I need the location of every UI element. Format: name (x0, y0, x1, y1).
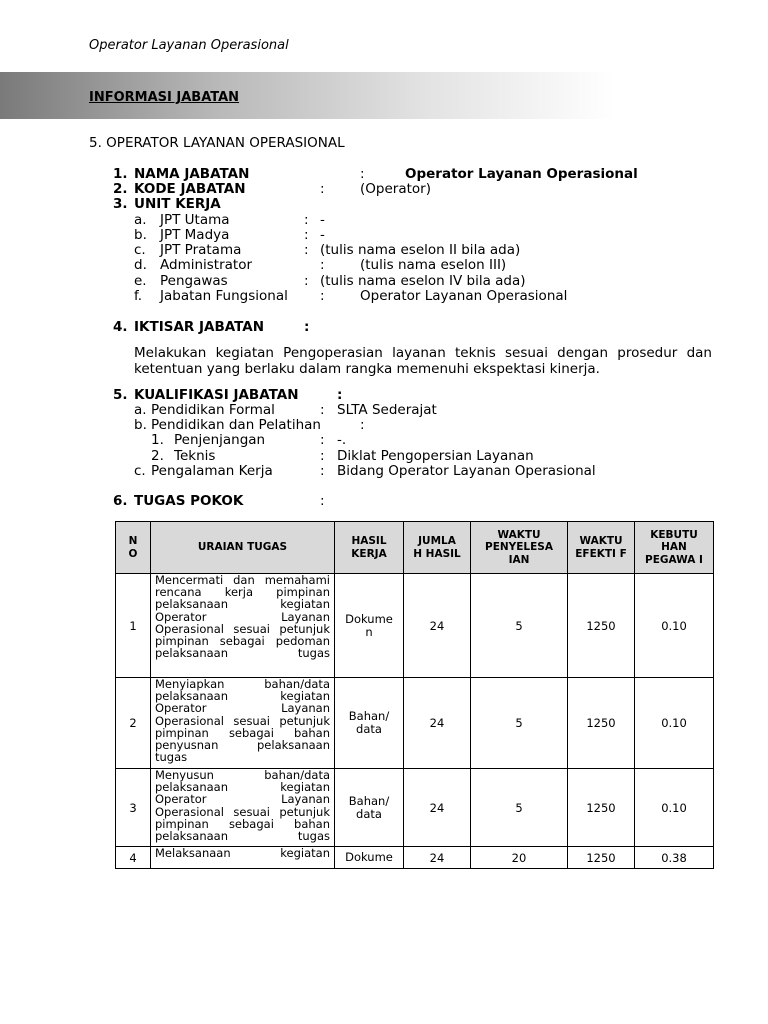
col-header-hasil: HASIL KERJA (335, 522, 404, 574)
col-header-uraian: URAIAN TUGAS (151, 522, 335, 574)
formal-value: SLTA Sederajat (337, 402, 437, 418)
formal-letter: a. (134, 402, 147, 418)
teknis-value: Diklat Pengopersian Layanan (337, 448, 534, 464)
tugas-pokok-sep: : (320, 493, 325, 509)
cell-uraian (151, 678, 335, 769)
cell-kebutuhan: 0.10 (635, 678, 714, 769)
unit-item-letter: b. (134, 227, 147, 243)
iktisar-text: Melakukan kegiatan Pengoperasian layanan teknis sesuai dengan prosedur dan ketentuan yang berlaku dalam rangka memenuhi ekspektasi kinerja. (134, 345, 712, 377)
pelatihan-label: Pendidikan dan Pelatihan (151, 417, 321, 433)
cell-kebutuhan: 0.10 (635, 574, 714, 678)
unit-item-sep: : (304, 212, 309, 228)
cell-uraian-text: Menyiapkan bahan/data pelaksanaan kegiatan Operator Layanan Operasional sesuai petunjuk pimpinan sebagai bahan penyusnan pelaksanaan tugas (155, 678, 330, 765)
cell-waktu-penyelesaian: 20 (471, 847, 568, 869)
cell-jumlah: 24 (404, 769, 471, 847)
tugas-pokok-num: 6. (113, 493, 128, 509)
cell-waktu-efektif: 1250 (568, 574, 635, 678)
unit-item-letter: c. (134, 242, 146, 258)
unit-item-letter: e. (134, 273, 147, 289)
pengalaman-sep: : (320, 463, 325, 479)
unit-item-value: - (320, 227, 325, 243)
cell-no: 2 (116, 678, 151, 769)
cell-kebutuhan: 0.38 (635, 847, 714, 869)
pengalaman-letter: c. (134, 463, 146, 479)
section-title: 5. OPERATOR LAYANAN OPERASIONAL (89, 135, 345, 151)
unit-item-sep: : (320, 257, 325, 273)
cell-uraian-text: Melaksanaan kegiatan (155, 847, 330, 860)
cell-waktu-penyelesaian: 5 (471, 574, 568, 678)
unit-item-letter: f. (134, 288, 143, 304)
table-row (116, 574, 714, 678)
nama-jabatan-num: 1. (113, 166, 128, 182)
cell-uraian (151, 574, 335, 678)
kode-jabatan-label: KODE JABATAN (134, 181, 246, 197)
unit-item-value: Operator Layanan Operasional (360, 288, 568, 304)
col-header-waktu-efektif: WAKTU EFEKTI F (568, 522, 635, 574)
cell-kebutuhan: 0.10 (635, 769, 714, 847)
cell-waktu-efektif: 1250 (568, 847, 635, 869)
kode-jabatan-value: (Operator) (360, 181, 431, 197)
kode-jabatan-num: 2. (113, 181, 128, 197)
cell-uraian (151, 847, 335, 869)
banner-title: INFORMASI JABATAN (89, 90, 240, 105)
pengalaman-value: Bidang Operator Layanan Operasional (337, 463, 596, 479)
cell-no: 4 (116, 847, 151, 869)
unit-item-value: (tulis nama eselon IV bila ada) (320, 273, 526, 289)
col-header-kebutuhan: KEBUTU HAN PEGAWA I (635, 522, 714, 574)
unit-item-label: Pengawas (160, 273, 228, 289)
teknis-sep: : (320, 448, 325, 464)
col-header-waktu-penyelesaian: WAKTU PENYELESA IAN (471, 522, 568, 574)
unit-kerja-num: 3. (113, 196, 128, 212)
cell-waktu-penyelesaian: 5 (471, 769, 568, 847)
table-row (116, 847, 714, 869)
table-header-row (116, 522, 714, 574)
unit-item-sep: : (304, 242, 309, 258)
iktisar-sep: : (304, 319, 310, 335)
teknis-num: 2. (151, 448, 164, 464)
cell-jumlah: 24 (404, 847, 471, 869)
unit-item-sep: : (304, 273, 309, 289)
pelatihan-letter: b. (134, 417, 147, 433)
penjenjangan-label: Penjenjangan (174, 432, 266, 448)
table-row (116, 678, 714, 769)
kode-jabatan-sep: : (320, 181, 325, 197)
kualifikasi-sep: : (337, 387, 343, 403)
cell-hasil: Bahan/ data (335, 678, 404, 769)
kualifikasi-num: 5. (113, 387, 128, 403)
penjenjangan-value: -. (337, 432, 347, 448)
cell-uraian-text: Mencermati dan memahami rencana kerja pimpinan pelaksanaan kegiatan Operator Layanan Operasional sesuai petunjuk pimpinan sebagai pedoman pelaksanaan tugas (155, 574, 330, 661)
cell-waktu-efektif: 1250 (568, 769, 635, 847)
unit-item-value: (tulis nama eselon II bila ada) (320, 242, 521, 258)
kualifikasi-label: KUALIFIKASI JABATAN (134, 387, 299, 403)
unit-item-value: - (320, 212, 325, 228)
cell-uraian-text: Menyusun bahan/data pelaksanaan kegiatan Operator Layanan Operasional sesuai petunjuk pimpinan sebagai bahan pelaksanaan tugas (155, 769, 330, 844)
unit-kerja-label: UNIT KERJA (134, 196, 221, 212)
penjenjangan-num: 1. (151, 432, 164, 448)
nama-jabatan-label: NAMA JABATAN (134, 166, 250, 182)
iktisar-label: IKTISAR JABATAN (134, 319, 265, 335)
nama-jabatan-sep: : (360, 166, 365, 182)
cell-jumlah: 24 (404, 574, 471, 678)
cell-no: 1 (116, 574, 151, 678)
col-header-no: N O (116, 522, 151, 574)
iktisar-num: 4. (113, 319, 128, 335)
cell-hasil: Bahan/ data (335, 769, 404, 847)
cell-no: 3 (116, 769, 151, 847)
pelatihan-sep: : (360, 417, 365, 433)
unit-item-label: JPT Pratama (160, 242, 242, 258)
cell-waktu-penyelesaian: 5 (471, 678, 568, 769)
col-header-jumlah: JUMLA H HASIL (404, 522, 471, 574)
formal-sep: : (320, 402, 325, 418)
cell-jumlah: 24 (404, 678, 471, 769)
cell-hasil: Dokume n (335, 574, 404, 678)
cell-waktu-efektif: 1250 (568, 678, 635, 769)
formal-label: Pendidikan Formal (151, 402, 275, 418)
unit-item-label: JPT Utama (160, 212, 230, 228)
tugas-pokok-label: TUGAS POKOK (134, 493, 244, 509)
cell-hasil: Dokume (335, 847, 404, 869)
teknis-label: Teknis (174, 448, 216, 464)
running-header: Operator Layanan Operasional (89, 38, 289, 53)
unit-item-letter: a. (134, 212, 147, 228)
cell-uraian (151, 769, 335, 847)
unit-item-value: (tulis nama eselon III) (360, 257, 507, 273)
tugas-pokok-table (115, 521, 714, 869)
pengalaman-label: Pengalaman Kerja (151, 463, 273, 479)
unit-item-label: Jabatan Fungsional (160, 288, 288, 304)
unit-item-sep: : (320, 288, 325, 304)
penjenjangan-sep: : (320, 432, 325, 448)
unit-item-label: Administrator (160, 257, 253, 273)
nama-jabatan-value: Operator Layanan Operasional (405, 166, 638, 182)
unit-item-label: JPT Madya (160, 227, 230, 243)
unit-item-sep: : (304, 227, 309, 243)
table-row (116, 769, 714, 847)
unit-item-letter: d. (134, 257, 147, 273)
